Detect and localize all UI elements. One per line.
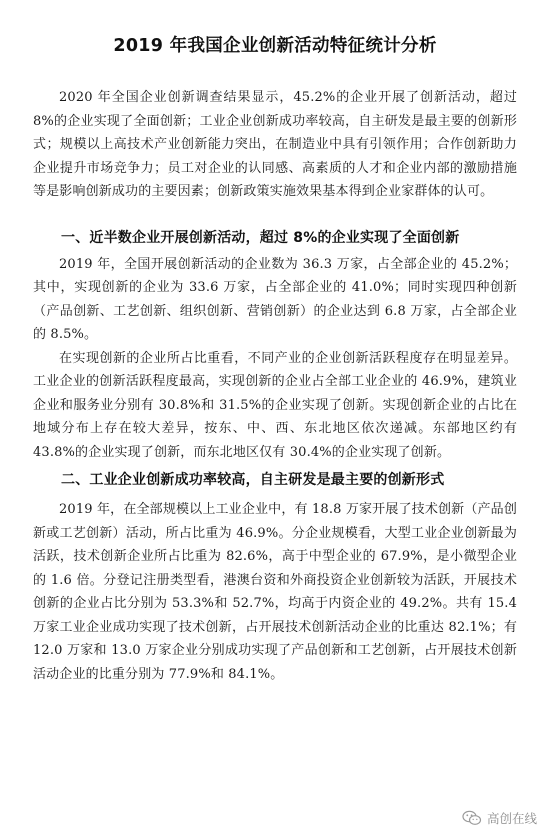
section-2-paragraph-1: 2019 年，在全部规模以上工业企业中，有 18.8 万家开展了技术创新（产品创新或工艺创新）活动，所占比重为 46.9%。分企业规模看，大型工业企业创新最为活跃，技术创新企业所占比重为 82.6%，高于中型企业的 67.9%，是小微型企业的 1.6 倍。分登记注册类型看，港澳台资和外商投资企业创新较为活跃，开展技术创新的企业占比分别为 53.3%和 52.7%，均高于内资企业的 49.2%。共有 15.4 万家工业企业成功实现了技术创新，占开展技术创新活动企业的比重达 82.1%；有 12.0 万家和 13.0 万家企业分别成功实现了产品创新和工艺创新，占开展技术创新活动企业的比重分别为 77.9%和 84.1%。: [33, 502, 517, 682]
intro-paragraph: 2020 年全国企业创新调查结果显示，45.2%的企业开展了创新活动，超过 8%的企业实现了全面创新；工业企业创新成功率较高，自主研发是最主要的创新形式；规模以上高技术产业创新能力突出，在制造业中具有引领作用；合作创新助力企业提升市场竞争力；员工对企业的认同感、高素质的人才和企业内部的激励措施等是影响创新成功的主要因素；创新政策实施效果基本得到企业家群体的认可。: [33, 90, 517, 199]
section-1-heading: 一、近半数企业开展创新活动，超过 8%的企业实现了全面创新: [61, 229, 460, 246]
section-1-paragraph-1: 2019 年，全国开展创新活动的企业数为 36.3 万家，占全部企业的 45.2%；其中，实现创新的企业为 33.6 万家，占全部企业的 41.0%；同时实现四种创新（产品创新、工艺创新、组织创新、营销创新）的企业达到 6.8 万家，占全部企业的 8.5%。: [33, 256, 517, 342]
watermark-text: 高创在线: [486, 811, 537, 826]
section-1-paragraph-2: 在实现创新的企业所占比重看，不同产业的企业创新活跃程度存在明显差异。工业企业的创新活跃程度最高，实现创新的企业占全部工业企业的 46.9%，建筑业企业和服务业分别有 30.8%和 31.5%的企业实现了创新。实现创新企业的占比在地域分布上存在较大差异，按东、中、西、东北地区依次递减。东部地区约有 43.8%的企业实现了创新，而东北地区仅有 30.4%的企业实现了创新。: [33, 350, 517, 460]
watermark: [462, 809, 537, 827]
wechat-icon: [462, 810, 482, 826]
document-title: 2019 年我国企业创新活动特征统计分析: [113, 36, 437, 56]
section-2-heading: 二、工业企业创新成功率较高，自主研发是最主要的创新形式: [61, 472, 445, 488]
